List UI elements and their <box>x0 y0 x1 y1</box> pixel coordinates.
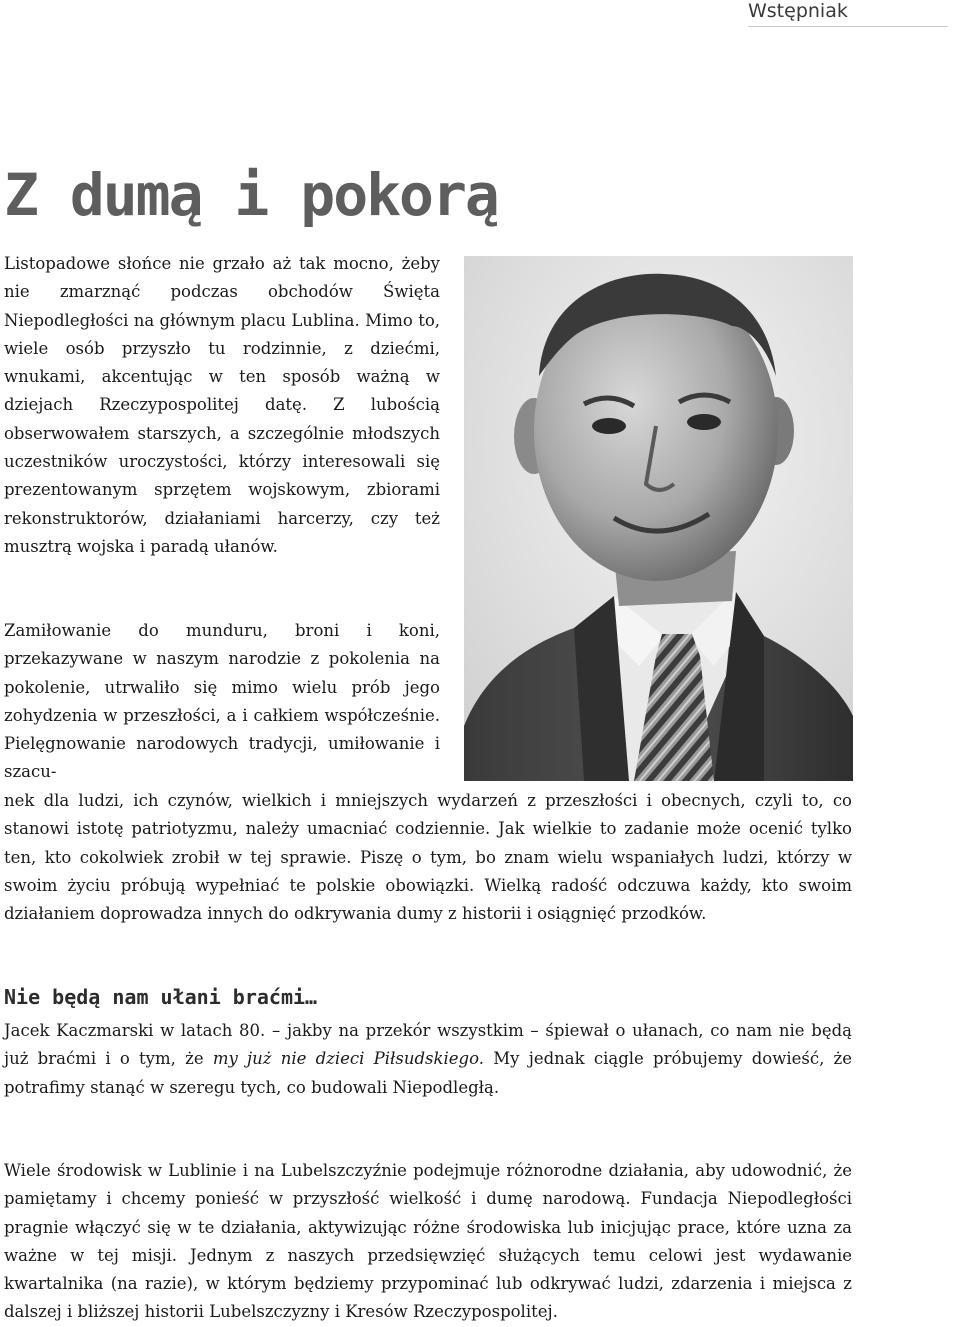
paragraph-1: Listopadowe słońce nie grzało aż tak mocno, żeby nie zmarznąć podczas obchodów Święta Niepodległości na głównym placu Lublina. Mimo to, wiele osób przyszło tu rodzinnie, z dziećmi, wnukami, akcentując w ten sposób ważną w dziejach Rzeczypospolitej datę. Z lubością obserwowałem starszych, a szczególnie młodszych uczestników uroczystości, którzy interesowali się prezentowanym sprzętem wojskowym, zbiorami rekonstruktorów, działaniami harcerzy, czy też musztrą wojska i paradą ułanów. <box>4 254 440 556</box>
paragraph-5: Wiele środowisk w Lublinie i na Lubelszczyźnie podejmuje różnorodne działania, aby udowodnić, że pamiętamy i chcemy ponieść w przyszłość wielkość i dumę narodową. Fundacja Niepodległości pragnie włączyć się w te działania, aktywizując różne środowiska lub inicjując prace, które uzna za ważne w tej misji. Jednym z naszych przedsięwzięć służących temu celowi jest wydawanie kwartalnika (na razie), w którym będziemy przypominać lub odkrywać ludzi, zdarzenia i miejsca z dalszej i bliższej historii Lubelszczyzny i Kresów Rzeczypospolitej. <box>4 1161 852 1322</box>
paragraph-2: Zamiłowanie do munduru, broni i koni, przekazywane w naszym narodzie z pokolenia na pokolenie, utrwaliło się mimo wielu prób jego zohydzenia w przeszłości, a i całkiem współcześnie. Pielęgnowanie narodowych tradycji, umiłowanie i szacu- <box>4 621 440 782</box>
section-label-text: Wstępniak <box>748 0 848 22</box>
author-portrait <box>464 256 853 781</box>
section-label <box>748 0 948 24</box>
section-rule <box>748 26 948 27</box>
paragraph-3: nek dla ludzi, ich czynów, wielkich i mniejszych wydarzeń z przeszłości i obecnych, czyli to, co stanowi istotę patriotyzmu, należy umacniać codziennie. Jak wielkie to zadanie może ocenić tylko ten, kto cokolwiek zrobił w tej sprawie. Piszę o tym, bo znam wielu wspaniałych ludzi, którzy w swoim życiu próbują wypełniać te polskie obowiązki. Wielką radość odczuwa każdy, kto swoim działaniem doprowadza innych do odkrywania dumy z historii i osiągnięć przodków. <box>4 791 852 924</box>
paragraph-4-part-b: My jednak ciągle próbujemy dowieść, że potrafimy stanąć w szeregu tych, co budowali Niepodległą. <box>4 1049 853 1097</box>
author-portrait-photo <box>464 256 853 781</box>
subheading: Nie będą nam ułani braćmi… <box>4 985 318 1009</box>
paragraph-4-quote: my już nie dzieci Piłsudskiego. <box>212 1049 485 1069</box>
paragraph-4-part-a: Jacek Kaczmarski w latach 80. – jakby na przekór wszystkim – śpiewał o ułanach, co nam nie będą już braćmi i o tym, że <box>4 1021 852 1069</box>
article-title: Z dumą i pokorą <box>4 161 498 229</box>
paragraph-4 <box>4 1017 852 1102</box>
